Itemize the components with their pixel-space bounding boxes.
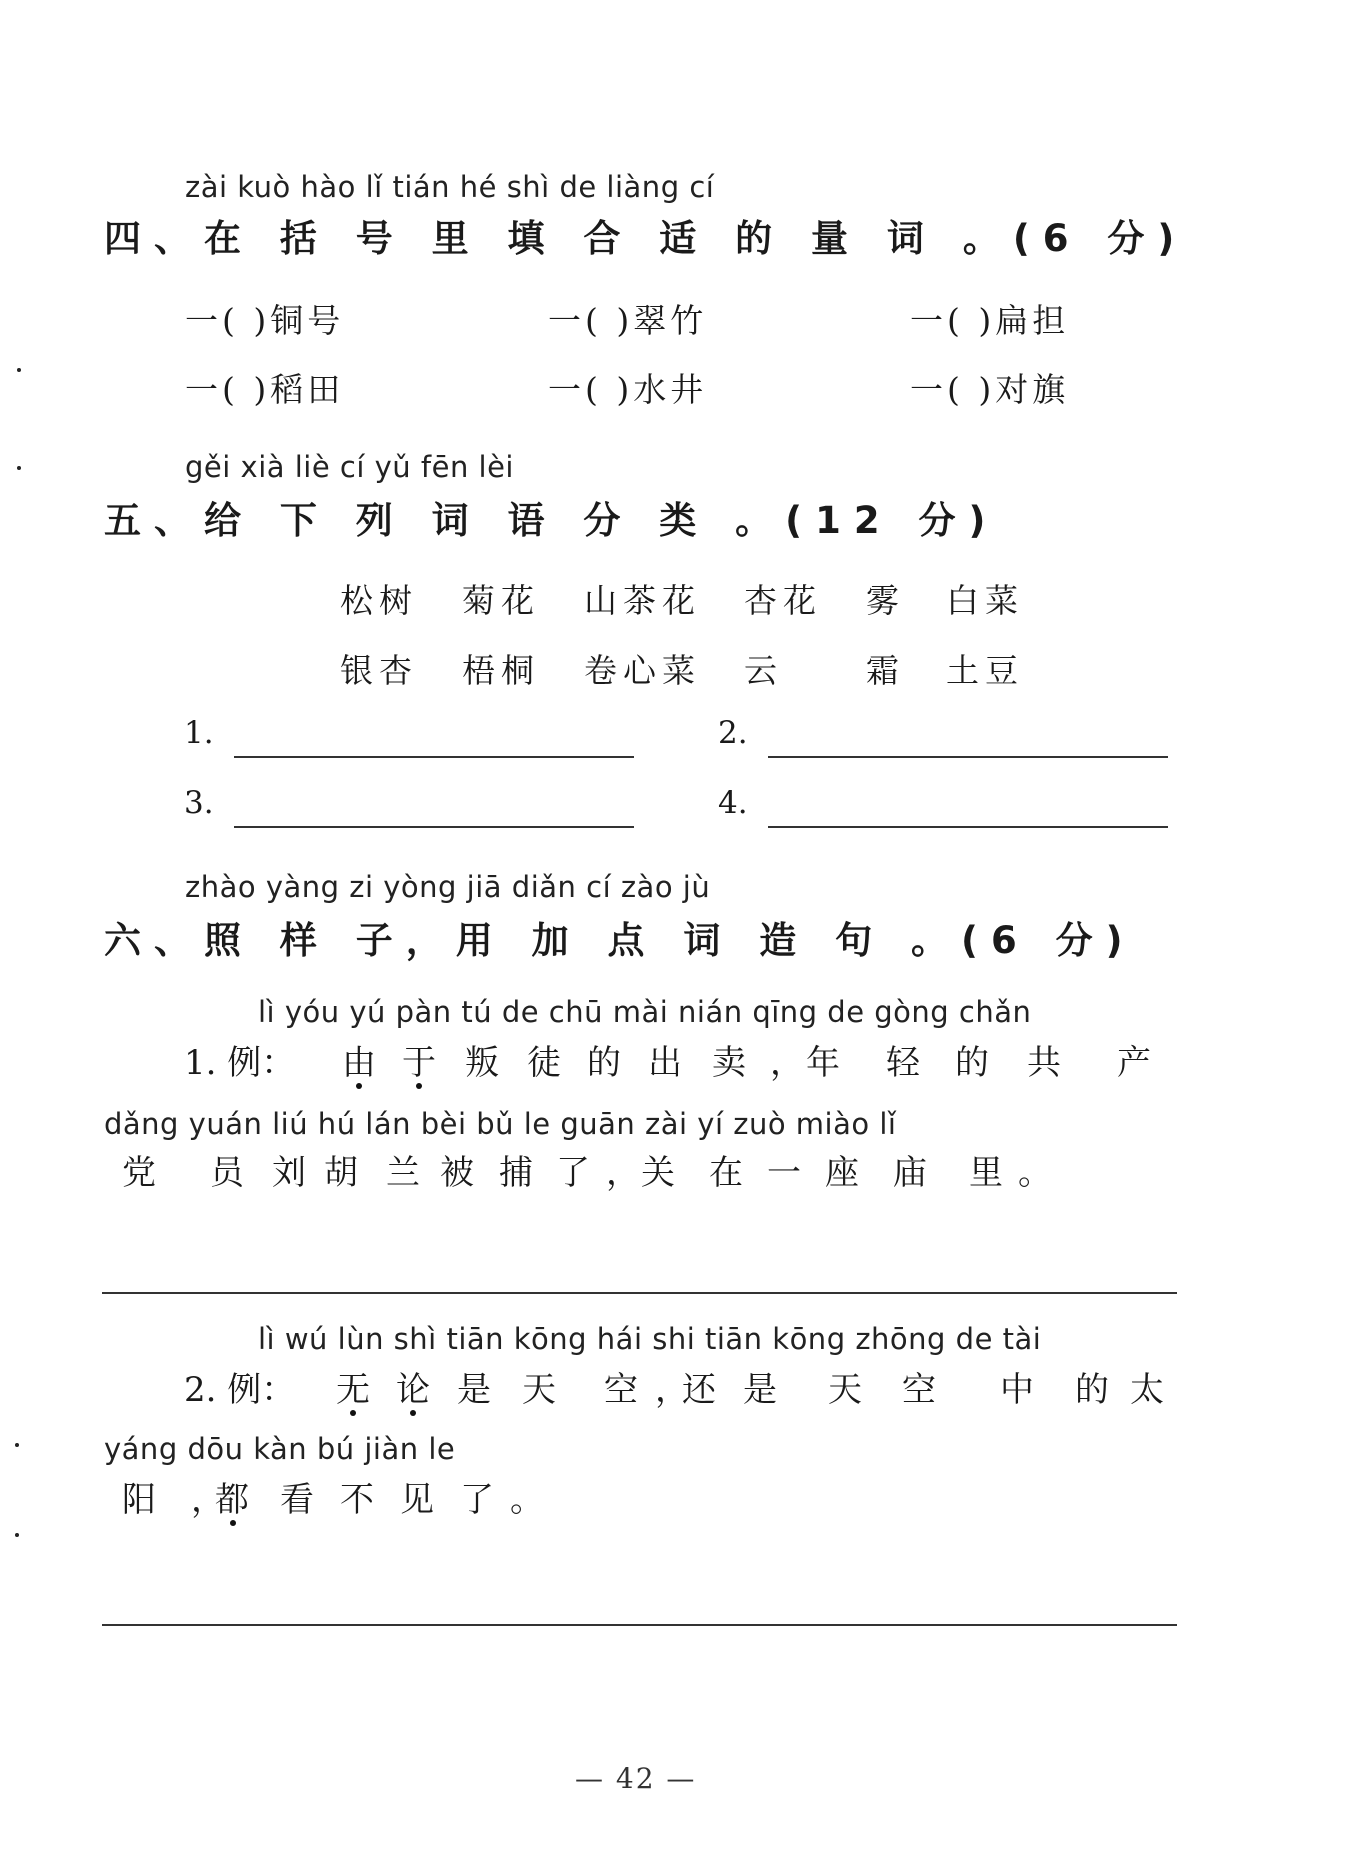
sentence-char: 太 <box>1130 1370 1164 1410</box>
section5-pinyin: gěi xià liè cí yǔ fēn lèi <box>185 450 514 484</box>
sentence-char: 还 <box>682 1370 716 1410</box>
margin-dot <box>15 1533 19 1537</box>
sentence-char: 庙 <box>893 1153 927 1193</box>
sentence-char: 关 <box>641 1153 675 1193</box>
section5-title: 五、给 下 列 词 语 分 类 。(12 分) <box>104 499 999 542</box>
section6-title: 六、照 样 子，用 加 点 词 造 句 。(6 分) <box>104 919 1136 962</box>
word-item: 霜 <box>866 651 905 690</box>
measure-word-item: 一( )翠竹 <box>548 301 708 340</box>
sentence-char: ， <box>655 1370 689 1410</box>
measure-word-item: 一( )对旗 <box>910 370 1070 409</box>
sentence-char: 了 <box>556 1153 590 1193</box>
emphasis-dot <box>350 1410 356 1416</box>
sentence-char: 都 <box>215 1480 249 1520</box>
answer-line[interactable] <box>102 1624 1177 1626</box>
word-item: 土豆 <box>946 651 1024 690</box>
blank-number: 4. <box>718 785 748 821</box>
answer-line[interactable] <box>768 826 1168 828</box>
sentence-char: 共 <box>1027 1043 1061 1083</box>
word-item: 卷心菜 <box>584 651 701 690</box>
sentence-char: 徒 <box>527 1043 561 1083</box>
measure-word-item: 一( )铜号 <box>185 301 345 340</box>
sentence-char: 看 <box>280 1480 314 1520</box>
sentence-char: 空 <box>902 1370 936 1410</box>
sentence-char: 捕 <box>499 1153 533 1193</box>
emphasis-dot <box>416 1083 422 1089</box>
sentence-char: 由 <box>342 1043 376 1083</box>
sentence-char: 的 <box>587 1043 621 1083</box>
sentence-char: 。 <box>1018 1153 1052 1193</box>
sentence-char: 叛 <box>465 1043 499 1083</box>
word-item: 梧桐 <box>462 651 540 690</box>
measure-word-item: 一( )稻田 <box>185 370 345 409</box>
example1-pinyin-line1: lì yóu yú pàn tú de chū mài nián qīng de gòng chǎn <box>258 995 1032 1029</box>
word-item: 白菜 <box>946 581 1024 620</box>
example2-label: 2. 例： <box>184 1370 296 1410</box>
measure-word-item: 一( )扁担 <box>910 301 1070 340</box>
section6-pinyin: zhào yàng zi yòng jiā diǎn cí zào jù <box>185 870 711 904</box>
page-number: — 42 — <box>575 1762 697 1795</box>
sentence-char: 轻 <box>886 1043 920 1083</box>
sentence-char: 胡 <box>324 1153 358 1193</box>
example1-pinyin-line2: dǎng yuán liú hú lán bèi bǔ le guān zài yí zuò miào lǐ <box>104 1107 897 1141</box>
example2-pinyin-line2: yáng dōu kàn bú jiàn le <box>104 1432 456 1466</box>
sentence-char: 座 <box>825 1153 859 1193</box>
answer-line[interactable] <box>234 826 634 828</box>
sentence-char: 产 <box>1117 1043 1151 1083</box>
answer-line[interactable] <box>234 756 634 758</box>
sentence-char: 党 <box>122 1153 156 1193</box>
margin-dot <box>15 1443 19 1447</box>
example2-sentence-line1 <box>0 1362 1350 1412</box>
sentence-char: 被 <box>440 1153 474 1193</box>
sentence-char: 里 <box>969 1153 1003 1193</box>
sentence-char: 是 <box>743 1370 777 1410</box>
sentence-char: 的 <box>1075 1370 1109 1410</box>
blank-number: 3. <box>184 785 214 821</box>
example1-sentence-line1 <box>0 1035 1350 1085</box>
sentence-char: 出 <box>648 1043 682 1083</box>
sentence-char: 在 <box>709 1153 743 1193</box>
sentence-char: ， <box>770 1043 804 1083</box>
sentence-char: 阳 <box>122 1480 156 1520</box>
word-item: 杏花 <box>744 581 822 620</box>
sentence-char: 见 <box>400 1480 434 1520</box>
measure-word-item: 一( )水井 <box>548 370 708 409</box>
word-item: 云 <box>744 651 783 690</box>
sentence-char: 的 <box>955 1043 989 1083</box>
emphasis-dot <box>410 1410 416 1416</box>
answer-line[interactable] <box>768 756 1168 758</box>
sentence-char: 不 <box>340 1480 374 1520</box>
example2-pinyin-line1: lì wú lùn shì tiān kōng hái shi tiān kōng zhōng de tài <box>258 1322 1042 1356</box>
sentence-char: 。 <box>510 1480 544 1520</box>
sentence-char: 刘 <box>272 1153 306 1193</box>
emphasis-dot <box>230 1520 236 1526</box>
blank-number: 2. <box>718 715 748 751</box>
word-item: 雾 <box>866 581 905 620</box>
word-item: 菊花 <box>462 581 540 620</box>
sentence-char: 了 <box>460 1480 494 1520</box>
section4-title: 四、在 括 号 里 填 合 适 的 量 词 。(6 分) <box>104 217 1188 260</box>
sentence-char: 于 <box>402 1043 436 1083</box>
sentence-char: 无 <box>336 1370 370 1410</box>
sentence-char: 卖 <box>712 1043 746 1083</box>
margin-dot <box>17 368 21 372</box>
word-item: 山茶花 <box>584 581 701 620</box>
word-item: 银杏 <box>340 651 418 690</box>
sentence-char: 天 <box>828 1370 862 1410</box>
sentence-char: 员 <box>210 1153 244 1193</box>
word-item: 松树 <box>340 581 418 620</box>
example1-sentence-line2 <box>0 1145 1350 1195</box>
emphasis-dot <box>356 1083 362 1089</box>
sentence-char: 天 <box>522 1370 556 1410</box>
sentence-char: 兰 <box>386 1153 420 1193</box>
sentence-char: 中 <box>1000 1370 1034 1410</box>
sentence-char: ， <box>606 1153 640 1193</box>
blank-number: 1. <box>184 715 214 751</box>
sentence-char: 论 <box>396 1370 430 1410</box>
sentence-char: 年 <box>806 1043 840 1083</box>
example2-sentence-line2 <box>0 1472 1350 1522</box>
sentence-char: 是 <box>457 1370 491 1410</box>
sentence-char: ， <box>191 1480 225 1520</box>
margin-dot <box>17 466 21 470</box>
section4-pinyin: zài kuò hào lǐ tián hé shì de liàng cí <box>185 170 715 204</box>
sentence-char: 一 <box>767 1153 801 1193</box>
sentence-char: 空 <box>604 1370 638 1410</box>
example1-label: 1. 例： <box>184 1043 296 1083</box>
answer-line[interactable] <box>102 1292 1177 1294</box>
